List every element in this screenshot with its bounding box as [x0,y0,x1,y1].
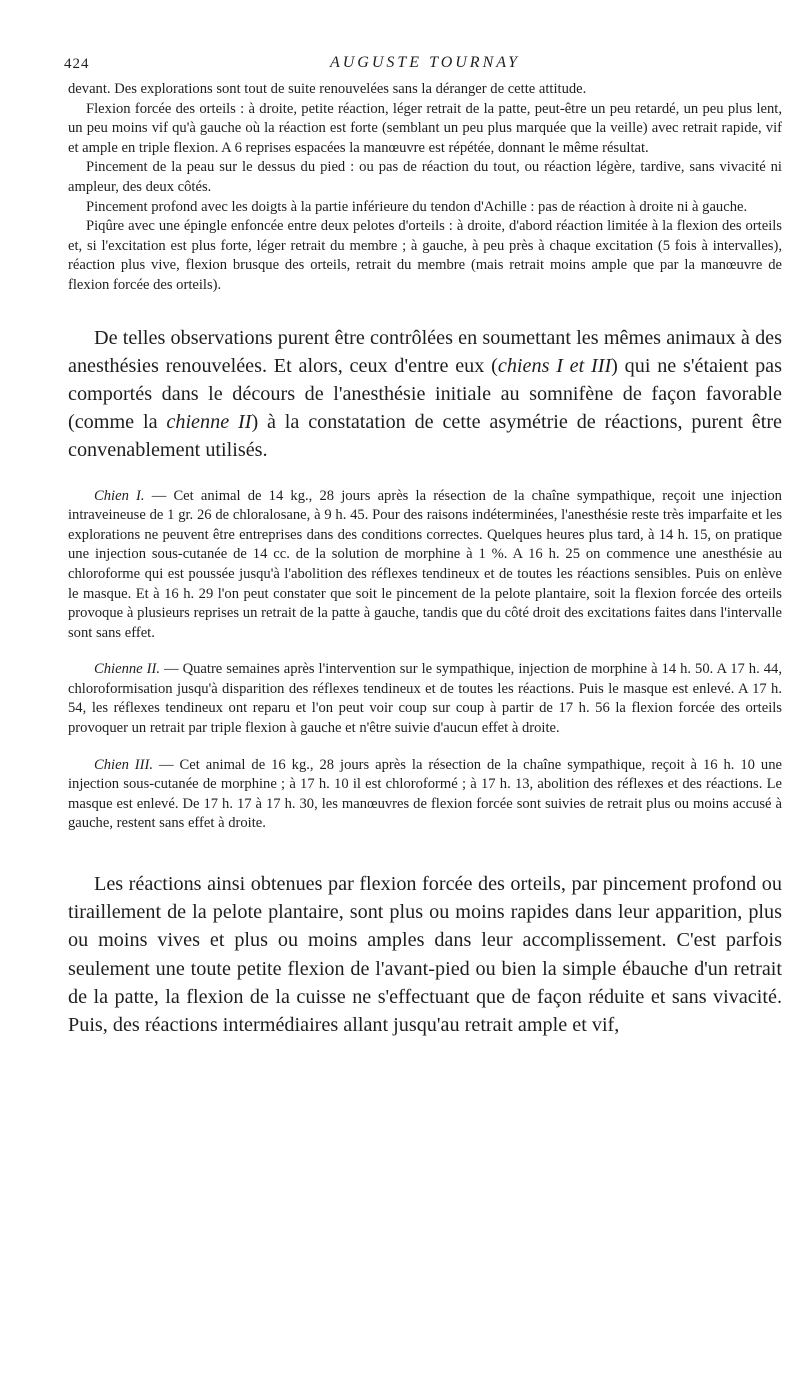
case-text: — Cet animal de 16 kg., 28 jours après la résection de la chaîne sympathique, reçoit à 16 h. 10 une injection sous-cutanée de morphine ; à 17 h. 10 il est chloroformé ; à 17 h. 13, abolition des réflexes et des réactions. Le masque est enlevé. De 17 h. 17 à 17 h. 30, les manœuvres de flexion forcée sont suivies de retrait plus ou moins accusé à gauche, restent sans effet à droite. [68,756,782,832]
intro-text: ) à la constatation de cette asymétrie de réactions, purent être convenablement utilisés. [68,411,783,462]
observation-notes [68,80,782,296]
running-head [64,34,782,80]
running-title: AUGUSTE TOURNAY [329,54,521,71]
observation-paragraph: Pincement de la peau sur le dessus du pied : ou pas de réaction du tout, ou réaction légère, tardive, sans vivacité ni ampleur, des deux côtés. [68,159,782,195]
case-text: — Cet animal de 14 kg., 28 jours après la résection de la chaîne sympathique, reçoit une injection intraveineuse de 1 gr. 26 de chloralosane, à 9 h. 45. Pour des raisons indéterminées, l'anesthésie reste très imparfaite et les explorations ne peuvent être entreprises dans des conditions correctes. Quelques heures plus tard, à 14 h. 15, on pratique une injection sous-cutanée de 14 cc. de la solution de morphine à 1 %. A 16 h. 25 on commence une anesthésie au chloroforme qui est poussée jusqu'à l'abolition des réflexes tendineux et de toutes les réactions sensibles. Puis on enlève le masque. Et à 16 h. 29 l'on peut constater que soit le pincement de la pelote plantaire, soit la flexion forcée des orteils provoque à plusieurs reprises un retrait de la patte à gauche, tandis que du côté droit des excitations faites dans l'intervalle sont sans effet. [68,487,782,641]
intro-italic: chiens I et III [497,354,612,377]
case-label: Chienne II. [94,661,160,678]
observation-paragraph: Piqûre avec une épingle enfoncée entre deux pelotes d'orteils : à droite, d'abord réaction limitée à la flexion des orteils et, si l'excitation est plus forte, léger retrait du membre ; à gauche, à peu près à chaque excitation (5 fois à intervalles), réaction plus vive, flexion brusque des orteils, retrait du membre (mais retrait moins ample que par la manœuvre de flexion forcée des orteils). [68,218,782,293]
observation-paragraph: devant. Des explorations sont tout de suite renouvelées sans la déranger de cette attitude. [68,81,587,97]
conclusion-paragraph: Les réactions ainsi obtenues par flexion forcée des orteils, par pincement profond ou tiraillement de la pelote plantaire, sont plus ou moins rapides dans leur apparition, plus ou moins vives et plus ou moins amples dans leur accomplissement. C'est parfois seulement une toute petite flexion de l'avant-pied ou bien la simple ébauche d'un retrait de la patte, la flexion de la cuisse ne s'effectuant que de façon réduite et sans vivacité. Puis, des réactions intermédiaires allant jusqu'au retrait ample et vif, [68,873,782,1037]
page-number: 424 [64,56,90,72]
book-page [64,34,783,1039]
case-label: Chien I. [94,487,145,504]
intro-text: De telles observations purent être contrôlées en soumettant les mêmes animaux à des anesthésies renouvelées. Et alors, ceux d'entre eux ( [68,326,782,377]
case-text: — Quatre semaines après l'intervention sur le sympathique, injection de morphine à 14 h. 50. A 17 h. 44, chloroformisation jusqu'à disparition des réflexes tendineux et de toutes les réactions. Puis le masque est enlevé. A 17 h. 54, les réflexes tendineux ont reparu et l'on peut voir coup sur coup à partir de 17 h. 56 la flexion forcée des orteils provoquer un retrait par triple flexion à gauche et n'être suivie d'aucun effet à droite. [68,661,782,737]
case-label: Chien III. [94,756,154,773]
intro-paragraph [68,324,782,465]
observation-paragraph: Pincement profond avec les doigts à la partie inférieure du tendon d'Achille : pas de réaction à droite ni à gauche. [86,198,748,215]
intro-italic: chienne II [166,411,252,434]
observation-paragraph: Flexion forcée des orteils : à droite, petite réaction, léger retrait de la patte, peut-être un peu retardé, un peu plus lent, un peu moins vif qu'à gauche où la réaction est forte (semblant un peu plus marquée que la veille) avec retrait rapide, vif et ample en triple flexion. A 6 reprises espacées la manœuvre est répétée, donnant le même résultat. [68,100,782,156]
case-chien-1 [68,487,782,644]
intro-text: ) qui ne s'étaient pas comportés dans le décours de l'anesthésie initiale au somnifène de façon favorable (comme la [68,354,782,434]
case-chienne-2 [68,660,782,738]
case-chien-3 [68,756,782,834]
